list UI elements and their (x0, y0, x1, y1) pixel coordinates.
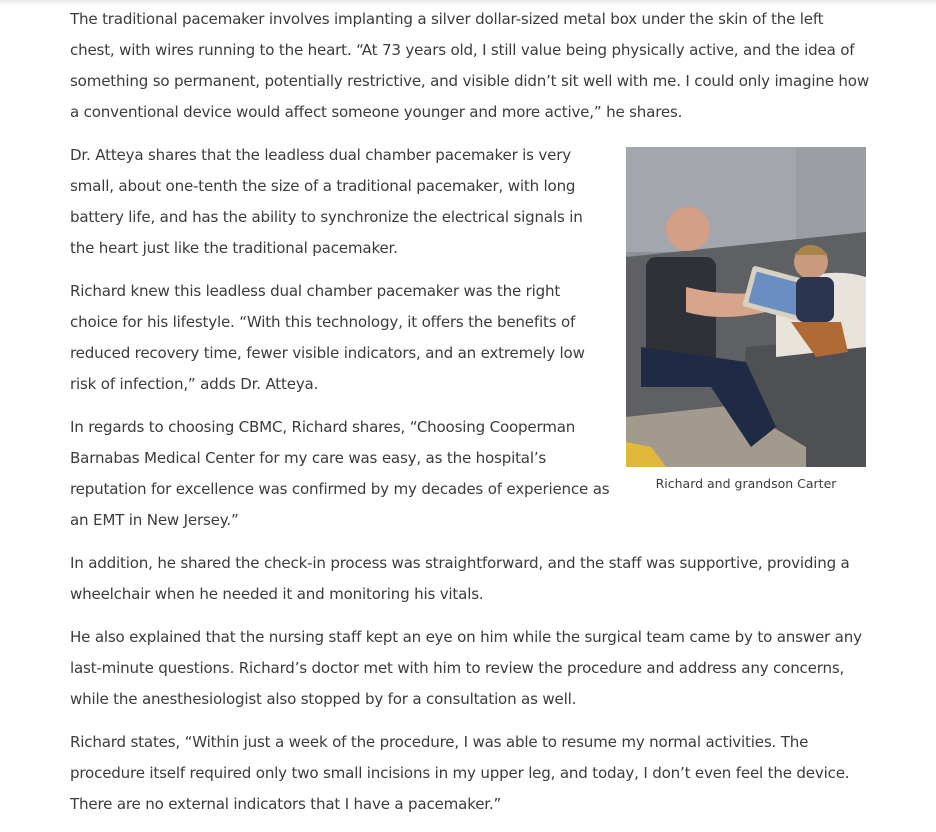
article-paragraph: He also explained that the nursing staff kept an eye on him while the surgical team came by to answer any last-minute questions. Richard’s doctor met with him to review the procedure and address any concerns, while the anesthesiologist also stopped by for a consultation as well. (70, 628, 862, 708)
article-paragraph: In regards to choosing CBMC, Richard shares, “Choosing Cooperman Barnabas Medical Center for my care was easy, as the hospital’s reputation for excellence was confirmed by my decades of experience as an EMT in New Jersey.” (70, 418, 610, 529)
article-paragraph: The traditional pacemaker involves implanting a silver dollar-sized metal box under the skin of the left chest, with wires running to the heart. “At 73 years old, I still value being physically active, and the idea of something so permanent, potentially restrictive, and visible didn’t sit well with me. I could only imagine how a conventional device would affect someone younger and more active,” he shares. (70, 10, 869, 121)
article-paragraph: In addition, he shared the check-in process was straightforward, and the staff was supportive, providing a wheelchair when he needed it and monitoring his vitals. (70, 554, 850, 603)
figure-caption: Richard and grandson Carter (655, 476, 837, 491)
article-paragraph: Richard knew this leadless dual chamber pacemaker was the right choice for his lifestyle. “With this technology, it offers the benefits of reduced recovery time, fewer visible indicators, and an extremely low risk of infection,” adds Dr. Atteya. (70, 282, 585, 393)
article-figure (626, 147, 866, 493)
article-paragraph: Dr. Atteya shares that the leadless dual chamber pacemaker is very small, about one-tenth the size of a traditional pacemaker, with long battery life, and has the ability to synchronize the electrical signals in the heart just like the traditional pacemaker. (70, 146, 583, 257)
photo-richard-and-grandson (626, 147, 866, 467)
article-body (70, 4, 870, 832)
article-paragraph: Richard states, “Within just a week of the procedure, I was able to resume my normal activities. The procedure itself required only two small incisions in my upper leg, and today, I don’t even feel the device. There are no external indicators that I have a pacemaker.” (70, 733, 850, 813)
